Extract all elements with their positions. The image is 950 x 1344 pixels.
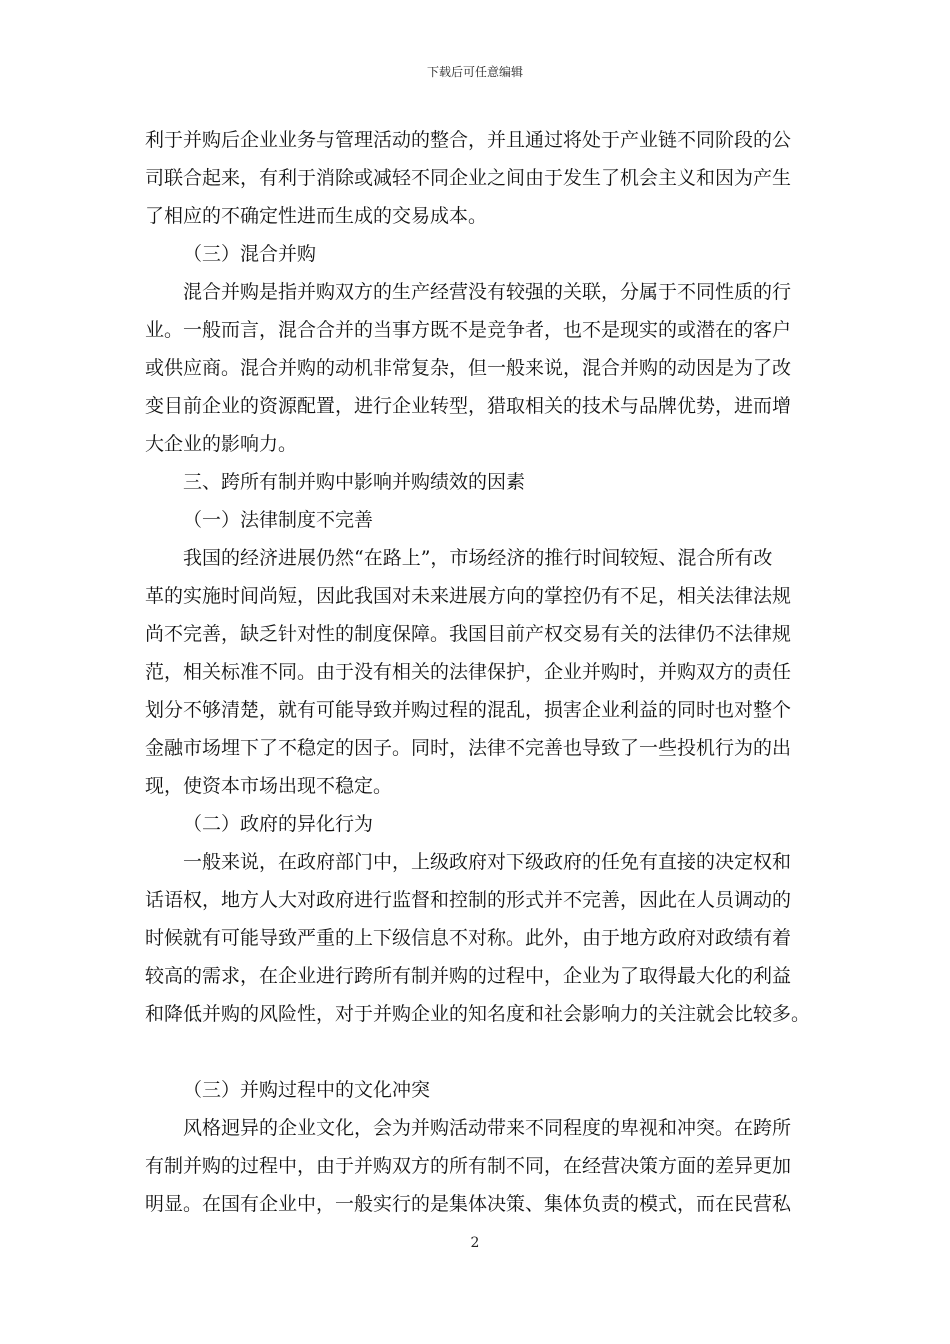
subsection-heading: （三）混合并购 [183,243,317,265]
page-number: 2 [470,1235,480,1251]
body-line: 和降低并购的风险性，对于并购企业的知名度和社会影响力的关注就会比较多。 [145,1003,811,1025]
subsection-heading: （三）并购过程中的文化冲突 [183,1079,431,1101]
document-body [145,121,815,1223]
body-line: 了相应的不确定性进而生成的交易成本。 [145,205,488,227]
body-line: 划分不够清楚，就有可能导致并购过程的混乱，损害企业利益的同时也对整个 [145,699,792,721]
paragraph-first-line: 风格迥异的企业文化，会为并购活动带来不同程度的卑视和冲突。在跨所 [183,1117,792,1139]
paragraph-first-line: 我国的经济进展仍然“在路上”，市场经济的推行时间较短、混合所有改 [183,547,773,569]
body-line: 金融市场埋下了不稳定的因子。同时，法律不完善也导致了一些投机行为的出 [145,737,792,759]
section-heading: 三、跨所有制并购中影响并购绩效的因素 [183,471,526,493]
paragraph-first-line: 一般来说，在政府部门中，上级政府对下级政府的任免有直接的决定权和 [183,851,792,873]
page-header: 下载后可任意编辑 [426,65,523,79]
body-line: 业。一般而言，混合合并的当事方既不是竞争者，也不是现实的或潜在的客户 [145,319,792,341]
paragraph-first-line: 混合并购是指并购双方的生产经营没有较强的关联，分属于不同性质的行 [183,281,792,303]
body-line: 司联合起来，有利于消除或减轻不同企业之间由于发生了机会主义和因为产生 [145,167,792,189]
body-line: 变目前企业的资源配置，进行企业转型，猎取相关的技术与品牌优势，进而增 [145,395,792,417]
body-line: 尚不完善，缺乏针对性的制度保障。我国目前产权交易有关的法律仍不法律规 [145,623,792,645]
body-line: 有制并购的过程中，由于并购双方的所有制不同，在经营决策方面的差异更加 [145,1155,792,1177]
body-line: 范，相关标准不同。由于没有相关的法律保护，企业并购时，并购双方的责任 [145,661,792,683]
body-line: 较高的需求，在企业进行跨所有制并购的过程中，企业为了取得最大化的利益 [145,965,792,987]
body-line: 现，使资本市场出现不稳定。 [145,775,393,797]
body-line: 明显。在国有企业中，一般实行的是集体决策、集体负责的模式，而在民营私 [145,1193,792,1215]
body-line: 革的实施时间尚短，因此我国对未来进展方向的掌控仍有不足，相关法律法规 [145,585,792,607]
blank-line [145,1033,815,1071]
subsection-heading: （一）法律制度不完善 [183,509,374,531]
body-line: 或供应商。混合并购的动机非常复杂，但一般来说，混合并购的动因是为了改 [145,357,792,379]
body-line: 话语权，地方人大对政府进行监督和控制的形式并不完善，因此在人员调动的 [145,889,792,911]
body-line: 时候就有可能导致严重的上下级信息不对称。此外，由于地方政府对政绩有着 [145,927,792,949]
subsection-heading: （二）政府的异化行为 [183,813,374,835]
body-line: 大企业的影响力。 [145,433,298,455]
body-line: 利于并购后企业业务与管理活动的整合，并且通过将处于产业链不同阶段的公 [145,129,792,151]
